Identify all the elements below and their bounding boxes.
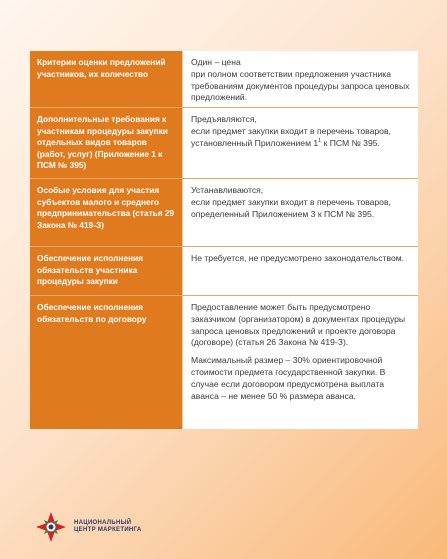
table-row (30, 247, 418, 296)
row-paragraph: Один – цена при полном соответствии предложения участника требованиям документов процедуры запроса ценовых предложений. (191, 57, 410, 103)
table-row (30, 296, 418, 429)
national-marketing-center-logo (34, 510, 142, 544)
row-paragraph: Предоставление может быть предусмотрено заказчиком (организатором) в документах процедуры запроса ценовых предложений и проекте договора (договоре) (статья 26 Закона № 419-З). (191, 302, 406, 348)
row-paragraph: Максимальный размер – 30% ориентировочной стоимости предмета государственной закупки. В случае если договором предусмотрена выплата аванса – не менее 50 % размера аванса. (191, 355, 386, 401)
row-paragraph: Устанавливаются, если предмет закупки входит в перечень товаров, определенный Приложением 3 к ПСМ № 395. (191, 185, 391, 219)
row-label: Обеспечение исполнения обязательств участника процедуры закупки (30, 247, 183, 295)
table-row (30, 108, 418, 179)
table-row (30, 51, 418, 108)
row-value (183, 108, 418, 178)
table-row (30, 179, 418, 247)
row-label: Обеспечение исполнения обязательств по договору (30, 296, 183, 429)
row-value (183, 51, 418, 107)
logo-line-1: НАЦИОНАЛЬНЫЙ (74, 520, 132, 526)
logo-text (74, 520, 142, 534)
ornament-star-icon (34, 510, 68, 544)
row-label: Критерии оценки предложений участников, их количество (30, 51, 183, 107)
row-value (183, 179, 418, 246)
row-value (183, 247, 418, 295)
row-label (30, 108, 183, 178)
row-label: Особые условия для участия субъектов малого и среднего предпринимательства (статья 29 Закона № 419-З) (30, 179, 183, 246)
superscript: 1 (318, 137, 322, 144)
row-paragraph: Не требуется, не предусмотрено законодательством. (191, 253, 405, 263)
row-value (183, 296, 418, 429)
criteria-table (30, 51, 418, 429)
row-paragraph-text: Предъявляются, если предмет закупки входит в перечень товаров, установленный Приложением 1 (191, 114, 391, 148)
row-paragraph-text-end: к ПСМ № 395. (321, 137, 380, 148)
row-paragraph (191, 114, 410, 149)
row-label-text-end: к ПСМ № 395) (37, 148, 163, 171)
row-label-text: Дополнительные требования к участникам процедуры закупки отдельных видов товаров (работ, услуг) (Приложение 1 (37, 114, 168, 159)
logo-line-2: ЦЕНТР МАРКЕТИНГА (74, 527, 142, 533)
